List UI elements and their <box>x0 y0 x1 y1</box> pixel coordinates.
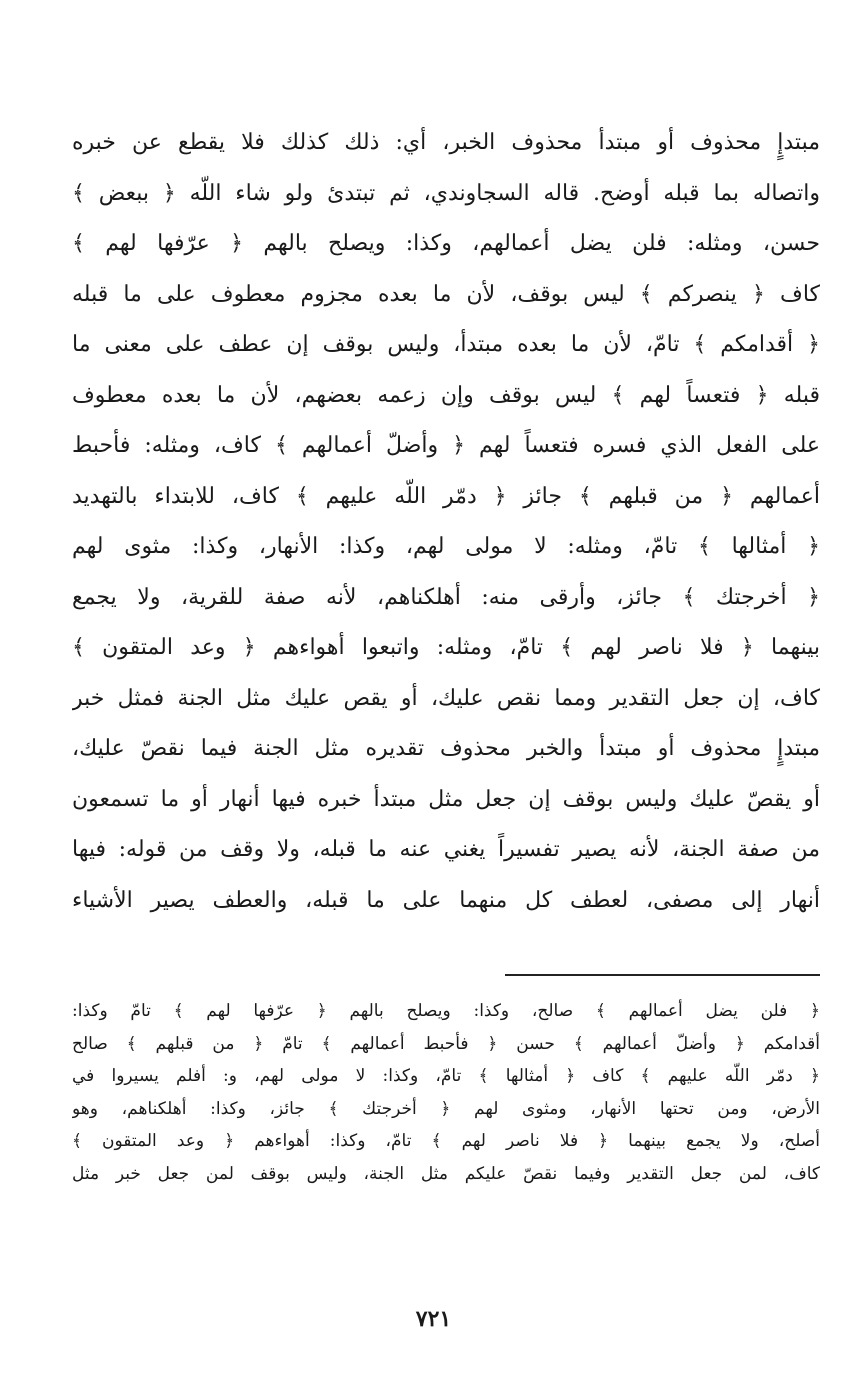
footnote-line: ﴿ فلن يضل أعمالهم ﴾ صالح، وكذا: ويصلح بالهم ﴿ عرّفها لهم ﴾ تامّ وكذا: <box>72 1001 820 1021</box>
main-line: أعمالهم ﴿ من قبلهم ﴾ جائز ﴿ دمّر اللّه عليهم ﴾ كاف، للابتداء بالتهديد <box>72 483 820 509</box>
footnote-line: ﴿ دمّر اللّه عليهم ﴾ كاف ﴿ أمثالها ﴾ تامّ، وكذا: لا مولى لهم، و: أفلم يسيروا في <box>72 1066 820 1086</box>
main-line: ﴿ أخرجتك ﴾ جائز، وأرقى منه: أهلكناهم، لأنه صفة للقرية، ولا يجمع <box>72 584 820 610</box>
main-line: ﴿ أمثالها ﴾ تامّ، ومثله: لا مولى لهم، وكذا: الأنهار، وكذا: مثوى لهم <box>72 534 820 559</box>
footnotes-block <box>72 995 820 1190</box>
main-text-block <box>72 118 820 926</box>
main-line: واتصاله بما قبله أوضح. قاله السجاوندي، ثم تبتدئ ولو شاء اللّه ﴿ ببعض ﴾ <box>72 180 820 206</box>
footnote-line: أصلح، ولا يجمع بينهما ﴿ فلا ناصر لهم ﴾ تامّ، وكذا: أهواءهم ﴿ وعد المتقون ﴾ <box>72 1131 820 1151</box>
main-line: من صفة الجنة، لأنه يصير تفسيراً يغني عنه ما قبله، ولا وقف من قوله: فيها <box>72 837 820 862</box>
footnote-line: كاف، لمن جعل التقدير وفيما نقصّ عليكم مثل الجنة، وليس بوقف لمن جعل خبر مثل <box>72 1163 820 1184</box>
main-line: أو يقصّ عليك وليس بوقف إن جعل مثل مبتدأ خبره فيها أنهار أو ما تسمعون <box>72 786 820 812</box>
main-line: بينهما ﴿ فلا ناصر لهم ﴾ تامّ، ومثله: واتبعوا أهواءهم ﴿ وعد المتقون ﴾ <box>72 635 820 660</box>
main-line: ﴿ أقدامكم ﴾ تامّ، لأن ما بعده مبتدأ، وليس بوقف إن عطف على معنى ما <box>72 332 820 357</box>
page-number: ٧٢١ <box>415 1306 452 1332</box>
footnote-line: أقدامكم ﴿ وأضلّ أعمالهم ﴾ حسن ﴿ فأحبط أعمالهم ﴾ تامّ ﴿ من قبلهم ﴾ صالح <box>72 1033 820 1054</box>
main-line: قبله ﴿ فتعساً لهم ﴾ ليس بوقف وإن زعمه بعضهم، لأن ما بعده معطوف <box>72 382 820 408</box>
main-line: كاف، إن جعل التقدير ومما نقص عليك، أو يقص عليك مثل الجنة فمثل خبر <box>72 685 820 711</box>
footnote-line: الأرض، ومن تحتها الأنهار، ومثوى لهم ﴿ أخرجتك ﴾ جائز، وكذا: أهلكناهم، وهو <box>72 1098 820 1119</box>
main-line: على الفعل الذي فسره فتعساً لهم ﴿ وأضلّ أعمالهم ﴾ كاف، ومثله: فأحبط <box>72 433 820 458</box>
main-line: كاف ﴿ ينصركم ﴾ ليس بوقف، لأن ما بعده مجزوم معطوف على ما قبله <box>72 281 820 307</box>
main-line: مبتدإٍ محذوف أو مبتدأ والخبر محذوف تقديره مثل الجنة فيما نقصّ عليك، <box>72 736 820 761</box>
main-line: حسن، ومثله: فلن يضل أعمالهم، وكذا: ويصلح بالهم ﴿ عرّفها لهم ﴾ <box>72 231 820 256</box>
footnote-separator-rule <box>505 974 820 976</box>
main-line: مبتدإٍ محذوف أو مبتدأ محذوف الخبر، أي: ذلك كذلك فلا يقطع عن خبره <box>72 130 820 155</box>
main-line: أنهار إلى مصفى، لعطف كل منهما على ما قبله، والعطف يصير الأشياء <box>72 887 820 913</box>
